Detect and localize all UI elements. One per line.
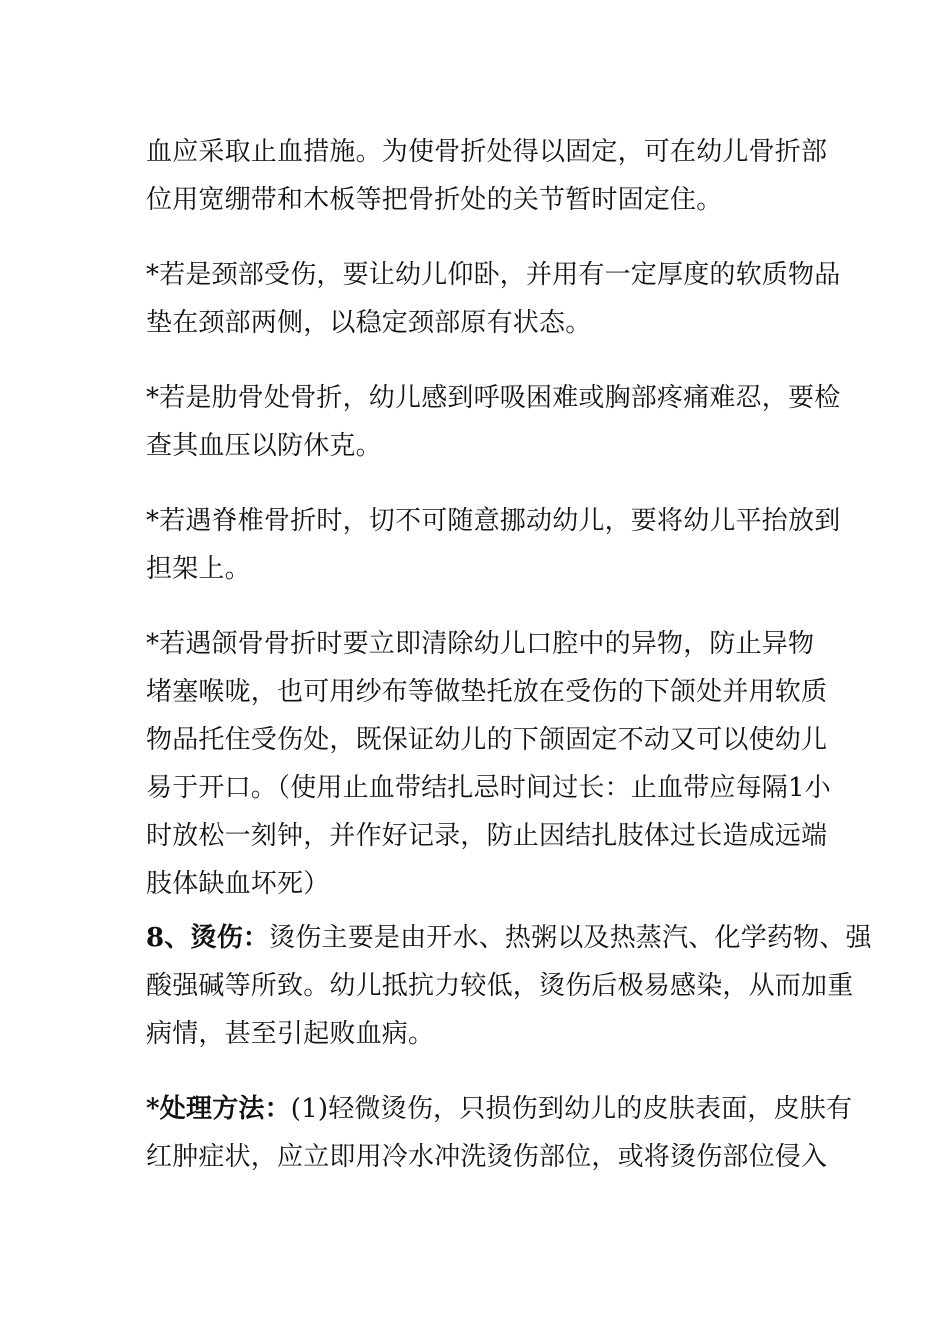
paragraph-line: 担架上。 [146, 554, 251, 584]
treatment-heading: *处理方法： [146, 1094, 291, 1124]
paragraph-line: 病情，甚至引起败血病。 [146, 1019, 435, 1049]
paragraph-line: 垫在颈部两侧，以稳定颈部原有状态。 [146, 308, 592, 338]
paragraph-line: 物品托住受伤处，既保证幼儿的下颌固定不动又可以使幼儿 [146, 725, 828, 755]
paragraph-line: 易于开口。（使用止血带结扎忌时间过长：止血带应每隔1小 [146, 773, 831, 803]
paragraph-line: *若是颈部受伤，要让幼儿仰卧，并用有一定厚度的软质物品 [146, 260, 841, 290]
paragraph-line: 位用宽绷带和木板等把骨折处的关节暂时固定住。 [146, 185, 723, 215]
paragraph-line: 酸强碱等所致。幼儿抵抗力较低，烫伤后极易感染，从而加重 [146, 971, 854, 1001]
paragraph-line: 血应采取止血措施。为使骨折处得以固定，可在幼儿骨折部 [146, 137, 828, 167]
paragraph-line: 肢体缺血坏死） [146, 869, 330, 899]
burn-text: 烫伤主要是由开水、热粥以及热蒸汽、化学药物、强 [269, 923, 872, 953]
treatment-text: (1)轻微烫伤，只损伤到幼儿的皮肤表面，皮肤有 [290, 1094, 853, 1124]
paragraph-line: 查其血压以防休克。 [146, 431, 382, 461]
paragraph-line: *若是肋骨处骨折，幼儿感到呼吸困难或胸部疼痛难忍，要检 [146, 383, 841, 413]
paragraph-line: *若遇脊椎骨折时，切不可随意挪动幼儿，要将幼儿平抬放到 [146, 506, 841, 536]
paragraph-line: 时放松一刻钟，并作好记录，防止因结扎肢体过长造成远端 [146, 821, 828, 851]
paragraph-line: 红肿症状，应立即用冷水冲洗烫伤部位，或将烫伤部位侵入 [146, 1142, 828, 1172]
paragraph-line: 堵塞喉咙，也可用纱布等做垫托放在受伤的下颌处并用软质 [146, 677, 828, 707]
burn-section-line [146, 922, 872, 954]
burn-heading: 8、烫伤： [146, 923, 270, 953]
treatment-section-line [146, 1093, 853, 1125]
paragraph-line: *若遇颌骨骨折时要立即清除幼儿口腔中的异物，防止异物 [146, 629, 815, 659]
